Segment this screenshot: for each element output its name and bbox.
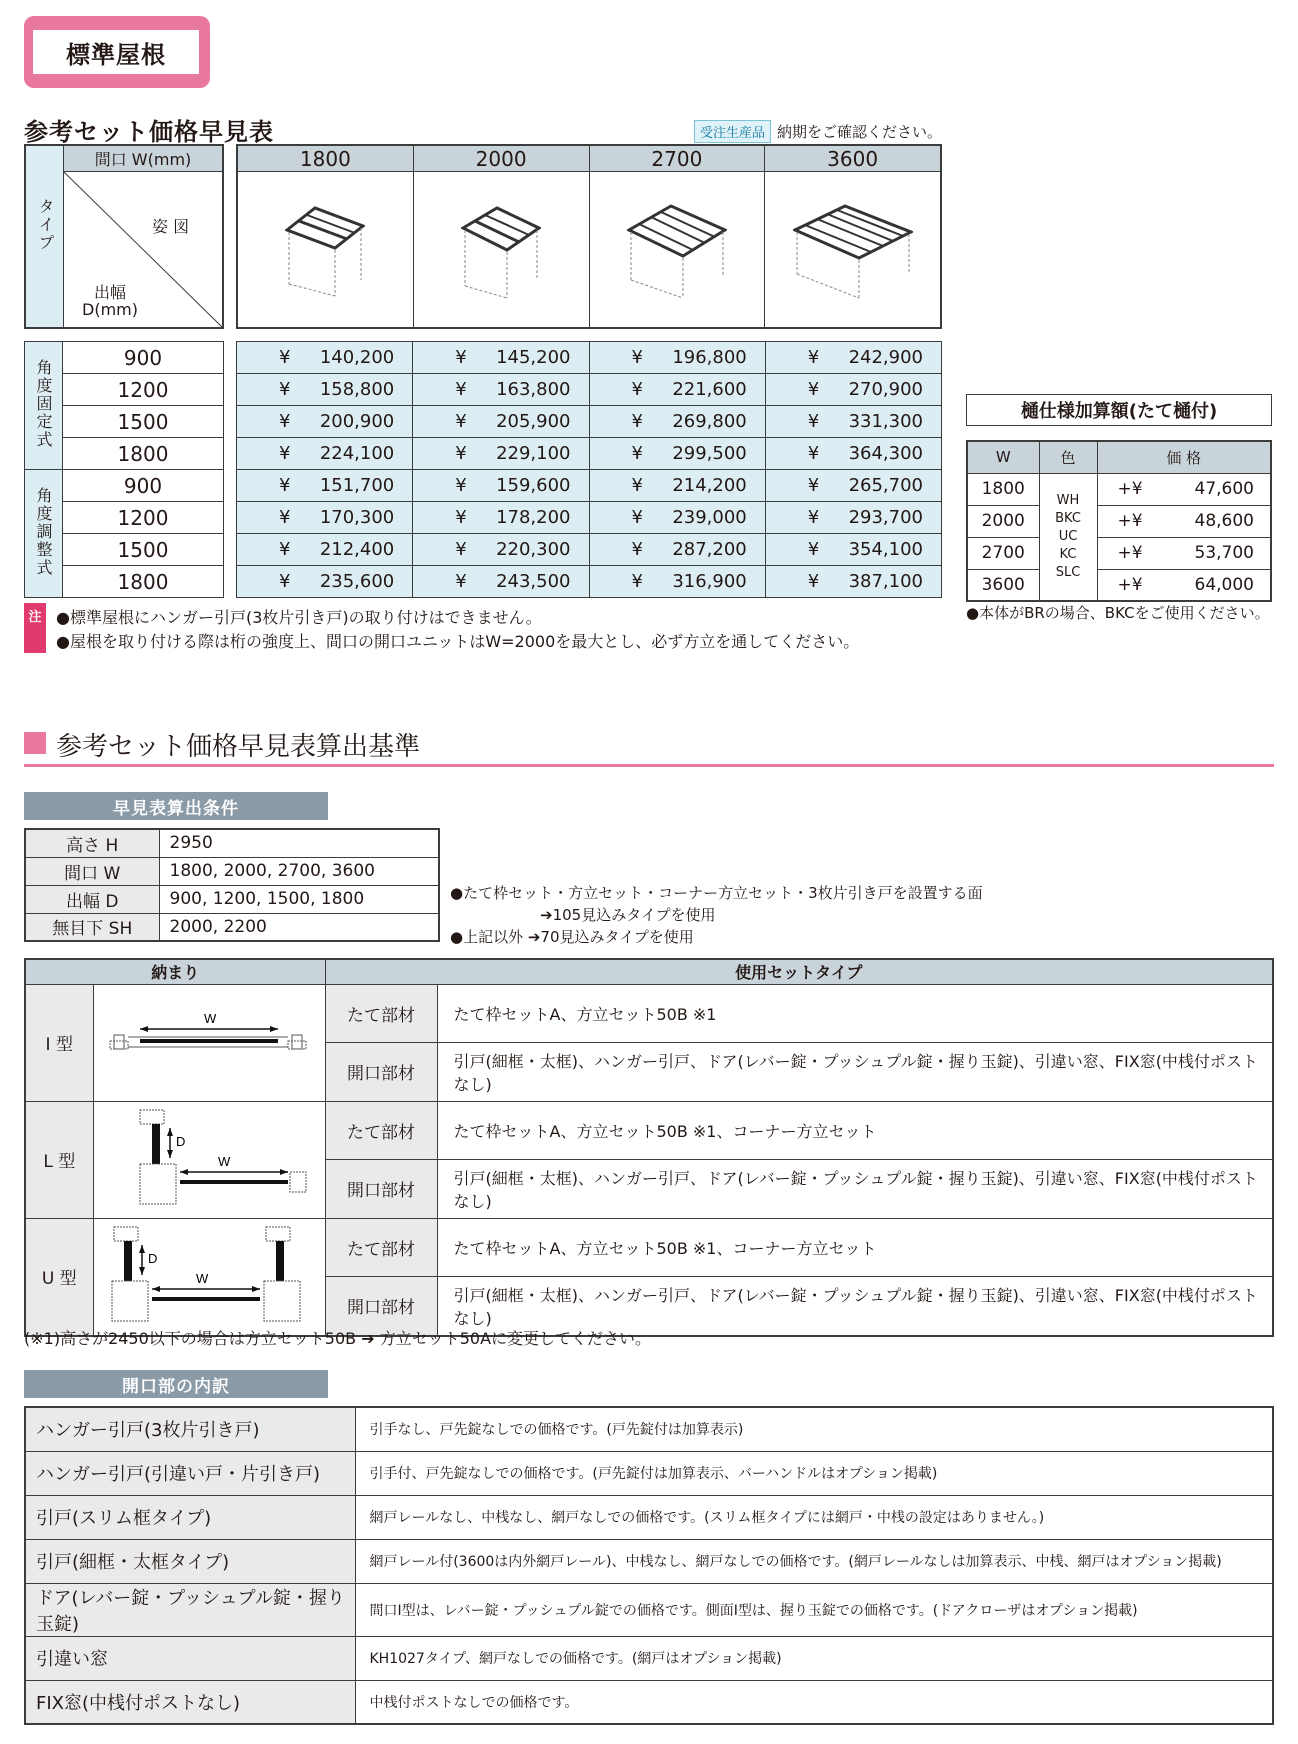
- opening-row: [25, 1636, 1273, 1680]
- condition-key: 無目下 SH: [25, 913, 159, 941]
- type-l-diagram: [93, 1101, 325, 1218]
- gutter-price: 48,600: [1194, 511, 1254, 531]
- made-to-order-note: [694, 120, 942, 143]
- depth-value: 900: [63, 470, 224, 502]
- tate-text: たて枠セットA、方立セット50B ※1、コーナー方立セット: [437, 1218, 1273, 1277]
- type-u-diagram: [93, 1218, 325, 1336]
- price-cell: 214,200: [672, 475, 747, 496]
- width-label: 間口 W(mm): [64, 146, 222, 172]
- opening-row: [25, 1407, 1273, 1451]
- opening-desc: KH1027タイプ、網戸なしでの価格です。(網戸はオプション掲載): [355, 1636, 1273, 1680]
- gutter-table: W 色 価 格 1800 WH BKC UC KC SLC +¥ 47,600 2000 +¥ 48,600 2700 +¥ 53,700 3600 +¥ 64,000: [966, 440, 1272, 602]
- price-cell: 212,400: [319, 539, 395, 560]
- price-cell: 145,200: [496, 347, 571, 368]
- gutter-width: 2700: [967, 537, 1039, 569]
- price-cell: 239,000: [672, 507, 747, 528]
- gutter-head-price: 価 格: [1097, 441, 1271, 473]
- price-row: ¥ 151,700 ¥ 159,600 ¥ 214,200 ¥ 265,700: [237, 470, 942, 502]
- diagram-header-row: [236, 144, 942, 329]
- price-cell: 163,800: [496, 379, 571, 400]
- opening-desc: 網戸レールなし、中桟なし、網戸なしでの価格です。(スリム框タイプには網戸・中桟の設定はありません。): [355, 1495, 1273, 1539]
- other-note: ●上記以外 ➔70見込みタイプを使用: [450, 928, 694, 946]
- price-cell: 158,800: [319, 379, 395, 400]
- width-header: 2000: [414, 146, 589, 172]
- gutter-note: ●本体がBRの場合、BKCをご使用ください。: [966, 604, 1270, 622]
- note-marker: 注: [24, 603, 46, 653]
- openings-tab: 開口部の内訳: [24, 1370, 328, 1398]
- opening-desc: 中桟付ポストなしでの価格です。: [355, 1680, 1273, 1724]
- kaiko-text: 引戸(細框・太框)、ハンガー引戸、ドア(レバー錠・プッシュプル錠・握り玉錠)、引違い窓、FIX窓(中桟付ポストなし): [437, 1160, 1273, 1219]
- opening-name: 引戸(細框・太框タイプ): [25, 1539, 355, 1583]
- gutter-width: 3600: [967, 569, 1039, 601]
- figure-label: 姿 図: [152, 217, 190, 236]
- depth-label: 出幅: [94, 283, 127, 302]
- kaiko-label: 開口部材: [325, 1160, 437, 1219]
- depth-value: 1800: [63, 566, 224, 598]
- price-row: ¥ 170,300 ¥ 178,200 ¥ 239,000 ¥ 293,700: [237, 502, 942, 534]
- delivery-note: 納期をご確認ください。: [777, 123, 943, 141]
- section-marker: [24, 732, 46, 754]
- carport-small-icon: [414, 172, 589, 327]
- price-grid: [236, 341, 942, 598]
- tate-text: たて枠セットA、方立セット50B ※1: [437, 984, 1273, 1043]
- price-cell: 221,600: [672, 379, 747, 400]
- width-header: 2700: [590, 146, 765, 172]
- depth-unit-label: D(mm): [82, 300, 138, 319]
- kaiko-text: 引戸(細框・太框)、ハンガー引戸、ドア(レバー錠・プッシュプル錠・握り玉錠)、引違い窓、FIX窓(中桟付ポストなし): [437, 1043, 1273, 1102]
- basis-title: 参考セット価格早見表算出基準: [56, 732, 421, 762]
- opening-desc: 間口I型は、レバー錠・プッシュプル錠での価格です。側面I型は、握り玉錠での価格です。(ドアクローザはオプション掲載): [355, 1583, 1273, 1636]
- width-column-3600: [765, 146, 940, 327]
- depth-value: 1500: [63, 406, 224, 438]
- section-tag-label: 標準屋根: [33, 30, 199, 74]
- width-column-1800: [238, 146, 414, 327]
- price-cell: 243,500: [496, 571, 571, 592]
- condition-value: 900, 1200, 1500, 1800: [159, 885, 439, 913]
- price-row: ¥ 140,200 ¥ 145,200 ¥ 196,800 ¥ 242,900: [237, 342, 942, 374]
- type-i-diagram: [93, 984, 325, 1101]
- group-label: 角度固定式: [34, 358, 53, 449]
- type-i-label: I 型: [25, 984, 93, 1101]
- condition-key: 出幅 D: [25, 885, 159, 913]
- group-label: 角度調整式: [34, 486, 53, 577]
- conditions-table: [24, 828, 440, 942]
- width-column-2000: [414, 146, 590, 327]
- gutter-price: 47,600: [1194, 479, 1254, 499]
- price-note-1: ●標準屋根にハンガー引戸(3枚片引き戸)の取り付けはできません。: [56, 608, 542, 627]
- tate-label: たて部材: [325, 984, 437, 1043]
- set-type-table: [24, 958, 1274, 1337]
- gutter-width: 2000: [967, 505, 1039, 537]
- diagram-d-label: D: [147, 1250, 157, 1266]
- price-cell: 224,100: [319, 443, 395, 464]
- depth-value: 900: [63, 342, 224, 374]
- diagram-d-label: D: [175, 1133, 185, 1149]
- kaiko-label: 開口部材: [325, 1277, 437, 1336]
- price-row: ¥ 158,800 ¥ 163,800 ¥ 221,600 ¥ 270,900: [237, 374, 942, 406]
- price-cell: 387,100: [848, 571, 923, 592]
- price-cell: 170,300: [319, 507, 395, 528]
- set-type-header: 使用セットタイプ: [325, 959, 1273, 984]
- opening-row: [25, 1539, 1273, 1583]
- diagram-w-label: W: [203, 1010, 216, 1026]
- price-cell: 196,800: [672, 347, 747, 368]
- opening-desc: 引手なし、戸先錠なしでの価格です。(戸先錠付は加算表示): [355, 1407, 1273, 1451]
- price-table-title: 参考セット価格早見表: [24, 118, 274, 146]
- price-cell: 364,300: [848, 443, 923, 464]
- tate-text: たて枠セットA、方立セット50B ※1、コーナー方立セット: [437, 1101, 1273, 1160]
- width-header: 3600: [765, 146, 940, 172]
- price-cell: 354,100: [848, 539, 923, 560]
- price-cell: 242,900: [848, 347, 923, 368]
- gutter-colors: WH BKC UC KC SLC: [1039, 473, 1097, 601]
- conditions-tab: 早見表算出条件: [24, 792, 328, 820]
- type-header-box: [24, 144, 224, 329]
- opening-row: [25, 1583, 1273, 1636]
- kaiko-label: 開口部材: [325, 1043, 437, 1102]
- gutter-price: 64,000: [1194, 574, 1254, 595]
- price-cell: 331,300: [848, 411, 923, 432]
- price-cell: 293,700: [848, 507, 923, 528]
- price-cell: 270,900: [848, 379, 923, 400]
- depth-value: 1200: [63, 374, 224, 406]
- opening-name: 引違い窓: [25, 1636, 355, 1680]
- condition-value: 2950: [159, 829, 439, 857]
- opening-row: [25, 1495, 1273, 1539]
- type-u-label: U 型: [25, 1218, 93, 1336]
- fit-header: 納まり: [25, 959, 325, 984]
- diagram-w-label: W: [195, 1270, 208, 1286]
- opening-desc: 引手付、戸先錠なしでの価格です。(戸先錠付は加算表示、バーハンドルはオプション掲載): [355, 1451, 1273, 1495]
- price-cell: 140,200: [319, 347, 395, 368]
- section-divider: [24, 764, 1274, 767]
- price-cell: 299,500: [672, 443, 747, 464]
- opening-row: [25, 1451, 1273, 1495]
- carport-medium-icon: [590, 172, 765, 327]
- footnote-1: (※1)高さが2450以下の場合は方立セット50B ➔ 方立セット50Aに変更してください。: [24, 1329, 652, 1348]
- openings-table: [24, 1406, 1274, 1725]
- price-cell: 235,600: [319, 571, 395, 592]
- price-cell: 229,100: [496, 443, 571, 464]
- carport-small-icon: [238, 172, 413, 327]
- condition-value: 2000, 2200: [159, 913, 439, 941]
- depth-table: [24, 341, 224, 598]
- depth-value: 1500: [63, 534, 224, 566]
- condition-value: 1800, 2000, 2700, 3600: [159, 857, 439, 885]
- frame-note-arrow: ➔105見込みタイプを使用: [540, 906, 716, 924]
- condition-key: 高さ H: [25, 829, 159, 857]
- price-cell: 178,200: [496, 507, 571, 528]
- gutter-width: 1800: [967, 473, 1039, 505]
- price-cell: 200,900: [319, 411, 395, 432]
- gutter-price: 53,700: [1194, 543, 1254, 563]
- type-l-label: L 型: [25, 1101, 93, 1218]
- opening-desc: 網戸レール付(3600は内外網戸レール)、中桟なし、網戸なしでの価格です。(網戸レールなしは加算表示、中桟、網戸はオプション掲載): [355, 1539, 1273, 1583]
- price-cell: 159,600: [496, 475, 571, 496]
- opening-row: [25, 1680, 1273, 1724]
- opening-name: ドア(レバー錠・プッシュプル錠・握り玉錠): [25, 1583, 355, 1636]
- depth-value: 1200: [63, 502, 224, 534]
- carport-large-icon: [765, 172, 940, 327]
- condition-key: 間口 W: [25, 857, 159, 885]
- gutter-head-w: W: [967, 441, 1039, 473]
- gutter-head-color: 色: [1039, 441, 1097, 473]
- width-header: 1800: [238, 146, 413, 172]
- price-row: ¥ 212,400 ¥ 220,300 ¥ 287,200 ¥ 354,100: [237, 534, 942, 566]
- opening-name: 引戸(スリム框タイプ): [25, 1495, 355, 1539]
- price-cell: 205,900: [496, 411, 571, 432]
- depth-value: 1800: [63, 438, 224, 470]
- tate-label: たて部材: [325, 1101, 437, 1160]
- price-cell: 269,800: [672, 411, 747, 432]
- opening-name: ハンガー引戸(3枚片引き戸): [25, 1407, 355, 1451]
- tate-label: たて部材: [325, 1218, 437, 1277]
- gutter-title: 樋仕様加算額(たて樋付): [966, 394, 1272, 426]
- opening-name: FIX窓(中桟付ポストなし): [25, 1680, 355, 1724]
- price-cell: 151,700: [319, 475, 395, 496]
- type-label: タイプ: [36, 198, 55, 252]
- diagram-w-label: W: [217, 1153, 230, 1169]
- frame-note: ●たて枠セット・方立セット・コーナー方立セット・3枚片引き戸を設置する面: [450, 884, 983, 902]
- made-to-order-badge: 受注生産品: [694, 120, 771, 143]
- price-cell: 316,900: [672, 571, 747, 592]
- price-cell: 287,200: [672, 539, 747, 560]
- price-note-2: ●屋根を取り付ける際は桁の強度上、間口の開口ユニットはW=2000を最大とし、必ず方立を通してください。: [56, 632, 860, 651]
- price-row: ¥ 200,900 ¥ 205,900 ¥ 269,800 ¥ 331,300: [237, 406, 942, 438]
- price-row: ¥ 224,100 ¥ 229,100 ¥ 299,500 ¥ 364,300: [237, 438, 942, 470]
- kaiko-text: 引戸(細框・太框)、ハンガー引戸、ドア(レバー錠・プッシュプル錠・握り玉錠)、引違い窓、FIX窓(中桟付ポストなし): [437, 1277, 1273, 1336]
- price-cell: 220,300: [496, 539, 571, 560]
- opening-name: ハンガー引戸(引違い戸・片引き戸): [25, 1451, 355, 1495]
- price-row: ¥ 235,600 ¥ 243,500 ¥ 316,900 ¥ 387,100: [237, 566, 942, 598]
- price-cell: 265,700: [848, 475, 923, 496]
- width-column-2700: [590, 146, 766, 327]
